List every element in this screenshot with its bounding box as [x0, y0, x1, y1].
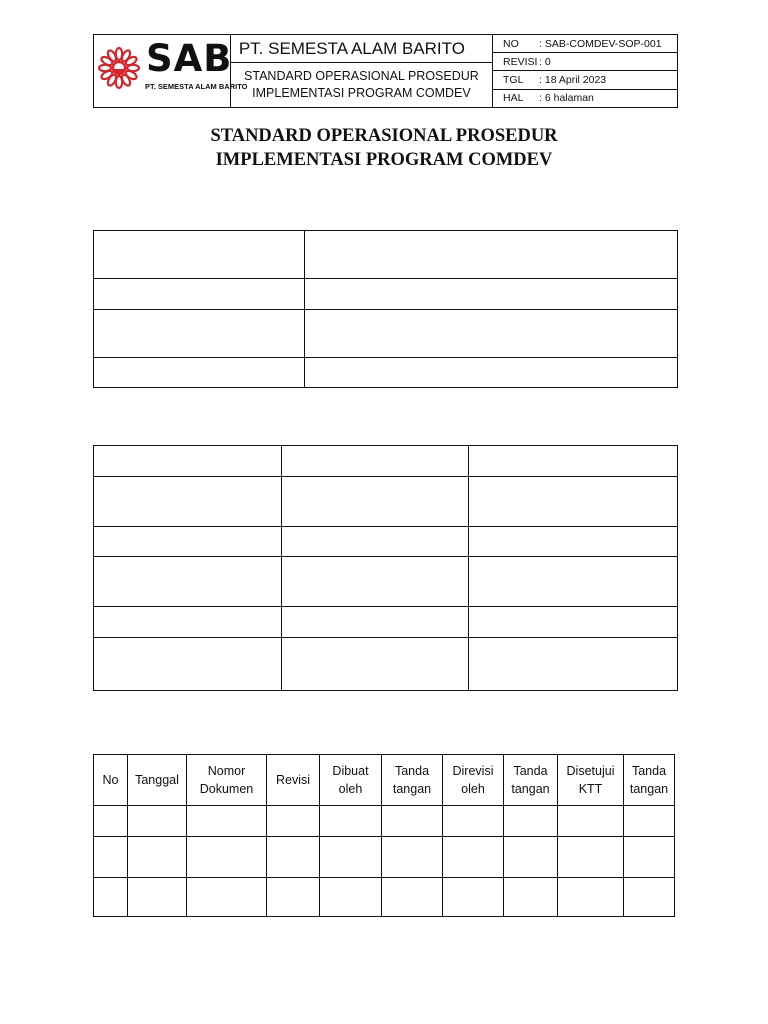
- col-header-tanda-tangan-2: Tanda tangan: [504, 755, 558, 806]
- approval-cell: [94, 527, 282, 557]
- col-header-dibuat-oleh: Dibuat oleh: [320, 755, 382, 806]
- approval-cell: [469, 527, 678, 557]
- subtitle-line-2: IMPLEMENTASI PROGRAM COMDEV: [252, 86, 471, 101]
- title-line-2: IMPLEMENTASI PROGRAM COMDEV: [215, 150, 553, 170]
- company-logo-icon: [98, 47, 140, 89]
- approval-cell: [94, 446, 282, 477]
- info-cell: [94, 310, 305, 358]
- approval-cell: [94, 607, 282, 638]
- document-subtitle: [230, 63, 492, 108]
- approval-cell: [282, 607, 469, 638]
- col-header-direvisi-oleh: Direvisi oleh: [443, 755, 504, 806]
- info-cell: [305, 231, 678, 279]
- col-header-revisi: Revisi: [267, 755, 320, 806]
- col-header-disetujui-ktt: Disetujui KTT: [558, 755, 624, 806]
- meta-no: NO : SAB-COMDEV-SOP-001: [493, 35, 677, 53]
- approval-cell: [282, 446, 469, 477]
- document-title: [0, 124, 768, 172]
- col-header-no: No: [94, 755, 128, 806]
- subtitle-line-1: STANDARD OPERASIONAL PROSEDUR: [244, 69, 479, 84]
- info-table: [93, 230, 678, 388]
- approval-cell: [469, 638, 678, 691]
- logo-subtext: PT. SEMESTA ALAM BARITO: [145, 82, 248, 91]
- meta-cell: [493, 35, 678, 108]
- meta-tgl: TGL : 18 April 2023: [493, 71, 677, 89]
- company-name: PT. SEMESTA ALAM BARITO: [230, 35, 492, 63]
- info-cell: [94, 279, 305, 310]
- approval-cell: [469, 446, 678, 477]
- revision-history-table: [93, 754, 675, 917]
- col-header-tanda-tangan-3: Tanda tangan: [624, 755, 675, 806]
- approval-cell: [282, 477, 469, 527]
- info-cell: [305, 279, 678, 310]
- col-header-tanggal: Tanggal: [128, 755, 187, 806]
- title-line-1: STANDARD OPERASIONAL PROSEDUR: [210, 126, 558, 146]
- table-row: [94, 837, 675, 878]
- revision-header-row: [94, 755, 675, 806]
- approval-cell: [469, 607, 678, 638]
- logo-cell: [94, 35, 248, 108]
- info-cell: [305, 358, 678, 388]
- table-row: [94, 878, 675, 917]
- col-header-nomor-dokumen: Nomor Dokumen: [187, 755, 267, 806]
- table-row: [94, 806, 675, 837]
- logo-text: SAB: [146, 37, 233, 80]
- meta-revisi: REVISI : 0: [493, 53, 677, 71]
- approval-cell: [282, 527, 469, 557]
- approval-cell: [282, 638, 469, 691]
- info-cell: [305, 310, 678, 358]
- info-cell: [94, 231, 305, 279]
- approval-cell: [94, 477, 282, 527]
- approval-cell: [94, 638, 282, 691]
- meta-hal: HAL : 6 halaman: [493, 89, 677, 107]
- meta-table: [493, 35, 677, 107]
- approval-cell: [469, 477, 678, 527]
- approval-cell: [282, 557, 469, 607]
- approval-cell: [469, 557, 678, 607]
- document-header: [93, 34, 678, 108]
- info-cell: [94, 358, 305, 388]
- col-header-tanda-tangan-1: Tanda tangan: [382, 755, 443, 806]
- approval-cell: [94, 557, 282, 607]
- approval-table: [93, 445, 678, 691]
